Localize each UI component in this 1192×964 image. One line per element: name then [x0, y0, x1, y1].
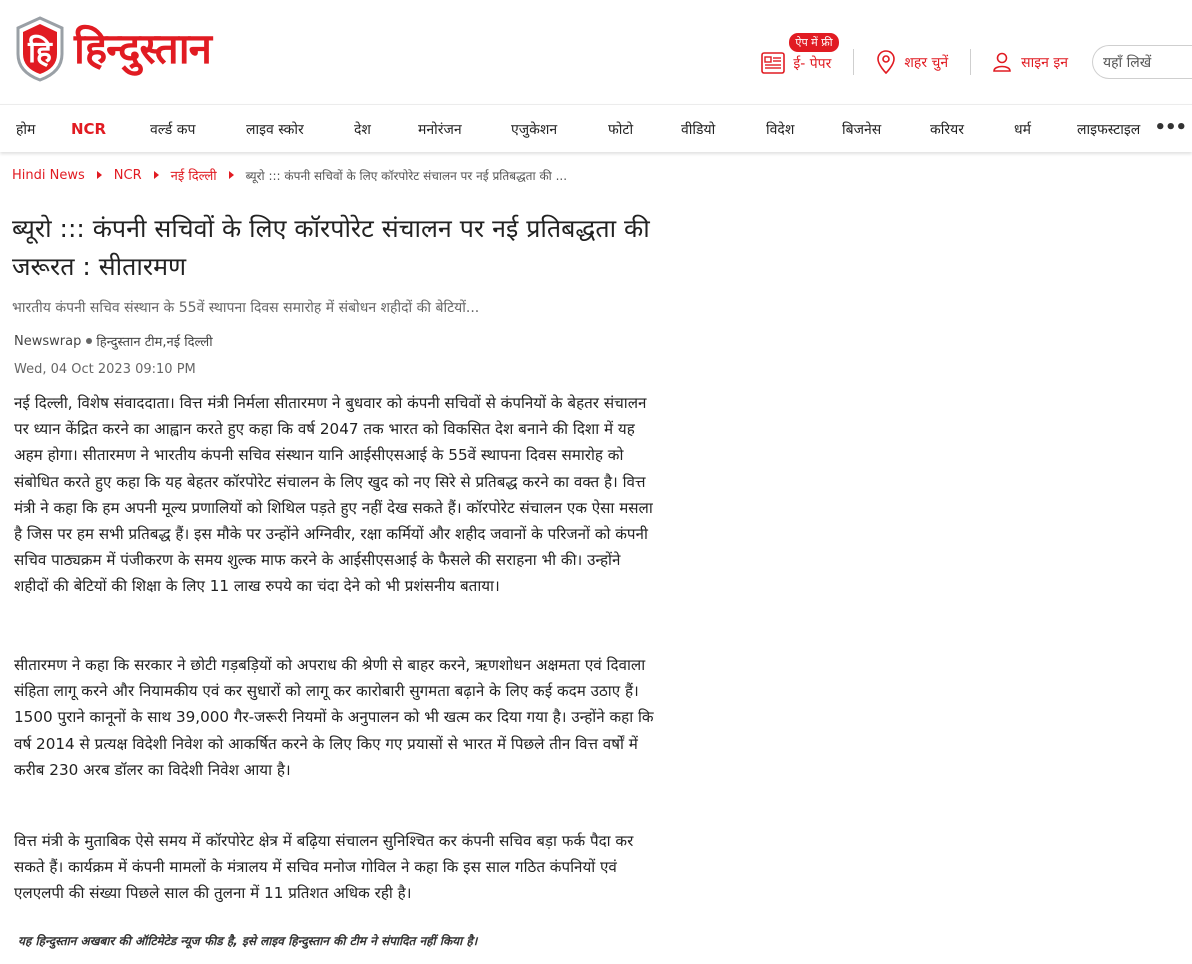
article-paragraph: सीतारमण ने कहा कि सरकार ने छोटी गड़बड़ियों को अपराध की श्रेणी से बाहर करने, ऋणशोधन अक्षमता एवं दिवाला संहिता लागू करने और नियामकीय एवं कर सुधारों को लागू कर कारोबारी सुगमता बढ़ाने के लिए कई कदम उठाए हैं। 1500 पुराने कानूनों के साथ 39,000 गैर-जरूरी नियमों के अनुपालन को भी खत्म कर दिया गया है। उन्होंने कहा कि वर्ष 2014 से प्रत्यक्ष विदेशी निवेश को आकर्षित करने के लिए किए गए प्रयासों से भारत में पिछले तीन वित्त वर्षों में करीब 230 अरब डॉलर का विदेशी निवेश आया है। — [14, 656, 654, 779]
article-summary: भारतीय कंपनी सचिव संस्थान के 55वें स्थापना दिवस समारोह में संबोधन शहीदों की बेटियों... — [12, 300, 480, 316]
byline-dot — [86, 338, 92, 344]
city-selector[interactable] — [876, 50, 970, 74]
epaper-badge: ऐप में फ्री — [789, 33, 838, 52]
breadcrumb-current: ब्यूरो ::: कंपनी सचिवों के लिए कॉरपोरेट संचालन पर नई प्रतिबद्धता की ... — [245, 168, 568, 183]
epaper-label: ई- पेपर — [793, 55, 832, 72]
divider — [853, 49, 854, 75]
nav-item-desh[interactable]: देश — [354, 121, 371, 138]
nav-item-videsh[interactable]: विदेश — [766, 121, 795, 138]
svg-text:हि: हि — [28, 35, 52, 70]
search-input[interactable]: यहाँ लिखें — [1092, 45, 1192, 79]
breadcrumb-link-new-delhi[interactable]: नई दिल्ली — [170, 169, 217, 184]
article-byline — [14, 332, 213, 350]
article-author: हिन्दुस्तान टीम,नई दिल्ली — [96, 335, 213, 350]
breadcrumb-link-hindi-news[interactable]: Hindi News — [12, 167, 85, 183]
article-paragraph: वित्त मंत्री के मुताबिक ऐसे समय में कॉरपोरेट क्षेत्र में बढ़िया संचालन सुनिश्चित कर कंपनी सचिव बड़ा फर्क पैदा कर सकते हैं। कार्यक्रम में कंपनी मामलों के मंत्रालय में सचिव मनोज गोविल ने कहा कि इस साल गठित कंपनियों एवं एलएलपी की संख्या पिछले साल की तुलना में 11 प्रतिशत अधिक रही है। — [14, 832, 634, 903]
article-date: Wed, 04 Oct 2023 09:10 PM — [14, 362, 196, 377]
site-logo[interactable] — [14, 16, 211, 82]
nav-item-video[interactable]: वीडियो — [681, 121, 716, 138]
nav-item-manoranjan[interactable]: मनोरंजन — [418, 121, 462, 138]
article-title: ब्यूरो ::: कंपनी सचिवों के लिए कॉरपोरेट संचालन पर नई प्रतिबद्धता की जरूरत : सीतारमण — [12, 214, 650, 281]
logo-wordmark: हिन्दुस्तान — [74, 24, 211, 73]
breadcrumb-link-ncr[interactable]: NCR — [113, 167, 142, 183]
location-pin-icon — [876, 50, 896, 74]
city-selector-label: शहर चुनें — [904, 54, 949, 71]
logo-emblem-icon — [14, 16, 66, 82]
epaper-link[interactable] — [761, 36, 853, 83]
auto-feed-note: यह हिन्दुस्तान अखबार की ऑटिमेटेड न्यूज फीड है, इसे लाइव हिन्दुस्तान की टीम ने संपादित नहीं किया है। — [18, 934, 478, 948]
site-header — [0, 0, 1192, 104]
more-menu-icon[interactable]: ••• — [1154, 117, 1186, 138]
nav-list — [0, 105, 1192, 153]
nav-item-dharm[interactable]: धर्म — [1014, 121, 1031, 138]
breadcrumb — [12, 166, 567, 184]
nav-item-education[interactable]: एजुकेशन — [511, 121, 558, 138]
nav-item-photo[interactable]: फोटो — [608, 121, 634, 138]
breadcrumb-arrow-icon — [154, 171, 159, 179]
breadcrumb-arrow-icon — [97, 171, 102, 179]
nav-item-home[interactable]: होम — [16, 121, 36, 138]
divider — [970, 49, 971, 75]
nav-item-career[interactable]: करियर — [930, 121, 964, 138]
nav-item-business[interactable]: बिजनेस — [842, 121, 882, 138]
signin-button[interactable] — [993, 52, 1092, 72]
article-paragraph: नई दिल्ली, विशेष संवाददाता। वित्त मंत्री निर्मला सीतारमण ने बुधवार को कंपनी सचिवों से कंपनियों के बेहतर संचालन पर ध्यान केंद्रित करने का आह्वान करते हुए कहा कि वर्ष 2047 तक भारत को विकसित देश बनाने की दिशा में यह अहम होगा। सीतारमण ने भारतीय कंपनी सचिव संस्थान यानि आईसीएसआई के 55वें स्थापना दिवस समारोह को संबोधित करते हुए कहा कि यह बेहतर कॉरपोरेट संचालन के लिए खुद को नए सिरे से प्रतिबद्ध करने का वक्त है। वित्त मंत्री ने कहा कि हम अपनी मूल्य प्रणालियों को शिथिल पड़ते हुए नहीं देख सकते हैं। कॉरपोरेट संचालन एक ऐसा मसला है जिस पर हम सभी प्रतिबद्ध हैं। इस मौके पर उन्होंने अग्निवीर, रक्षा कर्मियों और शहीद जवानों के परिजनों को कंपनी सचिव पाठ्यक्रम में पंजीकरण के समय शुल्क माफ करने के आईसीएसआई के फैसले की सराहना भी की। उन्होंने शहीदों की बेटियों की शिक्षा के लिए 11 लाख रुपये का चंदा देने को भी प्रशंसनीय बताया। — [14, 394, 653, 596]
breadcrumb-arrow-icon — [229, 171, 234, 179]
article-column — [0, 152, 662, 964]
user-icon — [993, 52, 1011, 72]
nav-item-live-score[interactable]: लाइव स्कोर — [246, 121, 304, 138]
header-actions — [761, 32, 1192, 92]
nav-item-world-cup[interactable]: वर्ल्ड कप — [150, 121, 196, 138]
article-source[interactable]: Newswrap — [14, 333, 82, 349]
nav-item-lifestyle[interactable]: लाइफस्टाइल — [1077, 121, 1141, 138]
main-nav — [0, 104, 1192, 152]
epaper-icon — [761, 52, 785, 74]
signin-label: साइन इन — [1021, 54, 1068, 71]
nav-item-ncr[interactable]: NCR — [71, 120, 107, 138]
